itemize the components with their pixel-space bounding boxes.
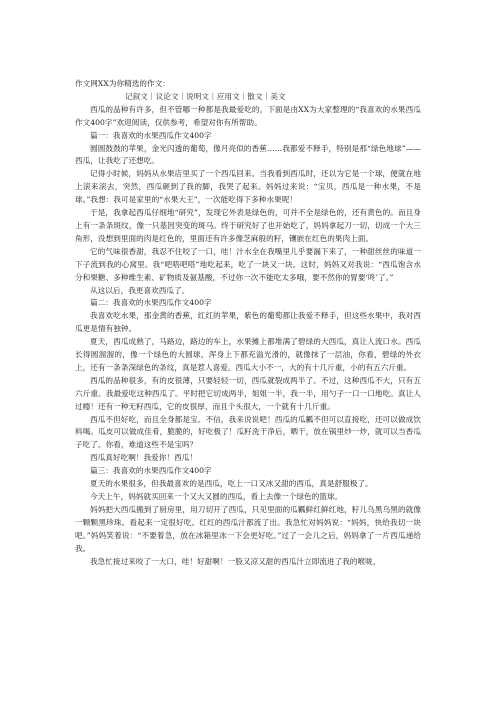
paragraph: 我喜欢吃水果，那金黄的香蕉，红红的苹果，紫色的葡萄都让我爱不释手，但这些水果中，我对西瓜更是情有独钟。 xyxy=(75,311,421,334)
paragraph: 记得小时候，妈妈从水果店里买了一个西瓜回来。当我看到西瓜时，还以为它是一个球，便就在地上滚来滚去，突然，西瓜砸到了我的脚，我哭了起来。妈妈过来说：“宝贝，西瓜是一种水果，不是球。”我想：我可是家里的“水果大王”，一次能吃得下多种水果呢！ xyxy=(75,169,421,205)
paragraph: 于是，我拿起西瓜仔细地“研究”，发现它外表是绿色的，可并不全是绿色的，还有黄色的。而且身上有一条条斑纹，像一只基因突变的斑马。终于研究好了也开始吃了，妈妈拿起刀一切，切成一个大三角形，没想到里面的肉是红色的，里面还有许多像芝麻般的籽，镶嵌在红色的果肉上面。 xyxy=(75,208,421,243)
paragraph: 西瓜的品种有许多，但不管哪一种都是我最爱吃的。下面是由XX为大家整理的“我喜欢的水果西瓜作文400字”欢迎阅读，仅供参考，希望对你有所帮助。 xyxy=(75,104,421,127)
paragraph: 它的气味很香甜，我忍不住咬了一口，哇！汁水全在我嘴里儿乎要漏下来了，一种甜丝丝的味道一下子流到我的心窝里。我“吧嗒吧嗒”地吃起来，吃了一块又一块。这时，妈妈又对我说：“西瓜饱含水分和果糖、多种维生素、矿物质及氨基酸，不过你一次不能吃太多哦，要不然你的胃要‘咚’了。” xyxy=(75,246,421,282)
paragraph: 妈妈把大西瓜搬到了厨房里，用刀切开了西瓜，只见里面的瓜瓤鲜红鲜红地，籽儿乌黑乌黑的就像一颗颗黑珍珠。看起来一定很好吃。红红的西瓜汁都流了出。我急忙对妈妈说：“妈妈，快给我切一块吧。”妈妈笑着说：“不要着急，放在冰箱里冰一下会更好吃。”过了一会儿之后，妈妈拿了一片西瓜递给我。 xyxy=(75,504,421,553)
paragraph: 夏天，西瓜成熟了，马路边，路边的车上，水果摊上都堆满了碧绿的大西瓜，真让人流口水。西瓜长得圆溜溜的，像一个绿色的大圆球，浑身上下都充溢光滑的，就像抹了一层油，你看，碧绿的外衣上，还有一条条深绿色的条纹，真是惹人喜爱。西瓜大小不一，大的有十几斤重，小的有五六斤重。 xyxy=(75,337,421,372)
intro-line: 作文网XX为你精选的作文： xyxy=(75,79,170,88)
paragraph: 夏天的水果很多，但我最喜欢的是西瓜，吃上一口又冰又甜的西瓜，真是舒服极了。 xyxy=(90,479,373,489)
paragraph: 今天上午，妈妈就买回来一个又大又圆的西瓜，看上去像一个绿色的篮球。 xyxy=(90,492,343,501)
paragraph: 西瓜的品种很多，有的皮很薄，只要轻轻一切，西瓜就裂成两半了。不过，这种西瓜不大，只有五六斤重。我最爱吃这种西瓜了。平时把它切成两半，姐姐一半，我一半，用勺子一口一口地吃。真让人过瘾！还有一种无籽西瓜，它的皮很厚，而且个头很大，一个就有十几斤重。 xyxy=(75,375,421,411)
paragraph: 西瓜真好吃啊！我爱你！西瓜！ xyxy=(90,453,198,463)
document-body xyxy=(75,78,421,568)
section-heading: 篇二：我喜欢的水果西瓜作文400字 xyxy=(90,298,212,308)
category-nav: 记叙文｜议论文｜说明文｜应用文｜散文｜美文 xyxy=(125,91,286,101)
paragraph: 圆圆鼓鼓的苹果，金光闪透的葡萄，像月亮似的香蕉……我都爱不释手，特别是那“绿色地球”——西瓜，让我吃了还想吃。 xyxy=(75,143,421,166)
paragraph: 从这以后，我更喜欢西瓜了。 xyxy=(90,285,190,295)
paragraph: 西瓜不但好吃，而且全身都是宝。不信，我来说说吧！西瓜的瓜瓤不但可以直接吃，还可以做成饮料喝。瓜皮可以做成佳肴，脆脆的，好吃极了！瓜籽洗干净后，晒干，放在锅里炒一炒，就可以当香瓜子吃了。你看，难道这些不是宝吗？ xyxy=(75,414,421,450)
paragraph-list xyxy=(75,104,421,569)
section-heading: 篇三：我喜欢的水果西瓜作文400字 xyxy=(90,466,212,476)
section-heading: 篇一：我喜欢的水果西瓜作文400字 xyxy=(90,130,212,140)
paragraph: 我急忙接过来咬了一大口，哇！好甜啊！一股又凉又甜的西瓜汁立即流进了我的喉咙， xyxy=(90,556,381,566)
